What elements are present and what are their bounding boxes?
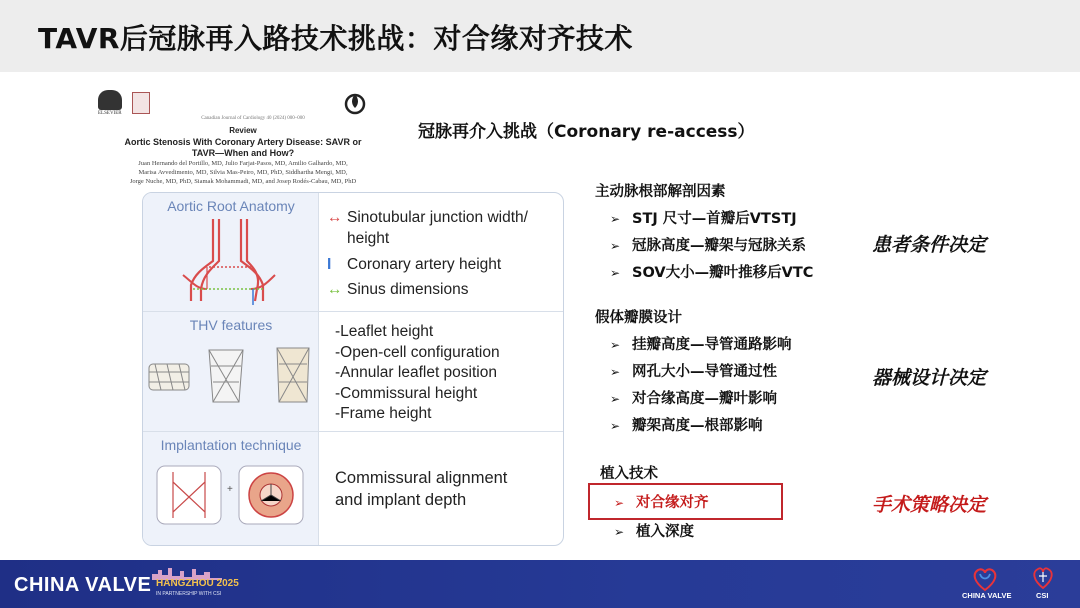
figure-row-thv (143, 312, 564, 432)
publisher-name: ELSEVIER (98, 111, 122, 116)
list-item: ➢ 网孔大小—导管通过性 (610, 364, 777, 380)
implantation-label: Implantation technique (160, 437, 302, 453)
thv-feature-item: -Open-cell configuration (335, 343, 500, 361)
bullet-arrow-icon: ➢ (610, 266, 621, 280)
figure-row-implantation (143, 432, 564, 546)
stj-marker-icon: ↔ (327, 209, 343, 226)
list-item: ➢ 对合缘高度—瓣叶影响 (610, 391, 777, 407)
implantation-text (335, 467, 507, 511)
section-heading-anatomy: 主动脉根部解剖因素 (595, 184, 726, 200)
thv-label: THV features (189, 317, 273, 333)
thv-feature-list (335, 322, 500, 425)
review-figure-table (142, 192, 564, 546)
list-item: ➢ 瓣架高度—根部影响 (610, 418, 763, 434)
authors-line-3: Jorge Nuche, MD, PhD, Siamak Mohammadi, MD, and Josep Rodés-Cabau, MD, PhD (129, 178, 357, 185)
thv-feature-item: -Annular leaflet position (335, 364, 497, 381)
list-item: ➢ 冠脉高度—瓣架与冠脉关系 (610, 238, 806, 254)
china-valve-heart-icon (970, 564, 1000, 594)
section-heading-technique: 植入技术 (600, 466, 658, 482)
plus-sign: + (227, 484, 233, 495)
footer-partner: IN PARTNERSHIP WITH CSI (156, 591, 222, 597)
figure-row-anatomy (143, 193, 564, 312)
aortic-root-illustration (143, 193, 319, 312)
anatomy-factors (319, 193, 564, 311)
bullet-arrow-icon: ➢ (610, 365, 621, 379)
paper-title-line-2: TAVR—When and How? (191, 148, 295, 158)
slide-title: TAVR后冠脉再入路技术挑战：对合缘对齐技术 (38, 22, 633, 55)
thv-features (319, 312, 564, 431)
coronary-height-item (327, 254, 501, 275)
sinus-dimensions-text: Sinus dimensions (347, 281, 469, 298)
list-item: ➢ STJ 尺寸—首瓣后VTSTJ (610, 211, 797, 227)
bullet-arrow-icon: ➢ (610, 419, 621, 433)
challenges-subtitle: 冠脉再介入挑战（Coronary re-access） (418, 122, 755, 142)
coronary-height-marker-icon: I (327, 256, 332, 273)
footer-right-brand: CHINA VALVE (962, 591, 1012, 600)
paper-title-line-1: Aortic Stenosis With Coronary Artery Disease: SAVR or (124, 137, 362, 147)
paper-header (98, 86, 388, 194)
anatomy-label: Aortic Root Anatomy (167, 198, 295, 214)
footer-bar (0, 560, 1080, 608)
implantation-text-line-2: and implant depth (335, 491, 467, 509)
list-item: ➢ 挂瓣高度—导管通路影响 (610, 337, 792, 353)
paper-authors (98, 159, 388, 186)
bullet-arrow-icon: ➢ (610, 338, 621, 352)
thv-feature-item: -Frame height (335, 405, 432, 422)
section-heading-design: 假体瓣膜设计 (595, 310, 682, 326)
thv-feature-item: -Leaflet height (335, 323, 434, 340)
csi-heart-icon (1030, 564, 1056, 592)
anatomy-cell (143, 193, 319, 311)
authors-line-2: Marisa Avvedimento, MD, Silvia Mas-Peiro, MD, PhD, Siddhartha Mengi, MD, (138, 169, 348, 176)
review-label: Review (229, 126, 257, 135)
bullet-arrow-icon: ➢ (610, 392, 621, 406)
authors-line-1: Juan Hernando del Portillo, MD, Julio Farjat-Pasos, MD, Amilio Galhardo, MD, (138, 160, 348, 167)
stj-text-line-1: Sinotubular junction width/ (347, 209, 528, 226)
decision-procedure: 手术策略决定 (872, 494, 987, 516)
stj-item (327, 207, 528, 228)
footer-brand: CHINA VALVE (14, 574, 152, 596)
journal-logo-icon (342, 90, 368, 116)
implantation-text-cell (319, 432, 564, 546)
bullet-arrow-icon: ➢ (610, 239, 621, 253)
implantation-cell (143, 432, 319, 546)
journal-cover-icon (132, 92, 150, 114)
sinus-dimensions-item (327, 279, 468, 300)
list-item: ➢ SOV大小—瓣叶推移后VTC (610, 265, 814, 281)
coronary-height-text: Coronary artery height (347, 256, 502, 273)
decision-device: 器械设计决定 (872, 367, 987, 389)
elsevier-tree-icon (98, 90, 122, 110)
thv-cell (143, 312, 319, 431)
journal-citation: Canadian Journal of Cardiology 40 (2024) 000–000 (201, 116, 305, 121)
thv-valves-illustration (143, 312, 319, 432)
elsevier-logo (98, 90, 122, 116)
title-band (0, 0, 1080, 72)
bullet-arrow-icon: ➢ (610, 212, 621, 226)
list-item: ➢ 植入深度 (614, 524, 694, 540)
list-item-highlighted: ➢ 对合缘对齐 (614, 495, 709, 511)
implantation-text-line-1: Commissural alignment (335, 469, 508, 487)
thv-feature-item: -Commissural height (335, 384, 478, 402)
sinus-marker-icon: ↔ (327, 281, 343, 298)
paper-title (98, 137, 388, 159)
footer-csi: CSI (1036, 591, 1049, 600)
bullet-arrow-icon: ➢ (614, 525, 625, 539)
bullet-arrow-icon: ➢ (614, 496, 625, 510)
stj-item-line-2: height (347, 230, 390, 247)
decision-patient: 患者条件决定 (872, 234, 987, 256)
footer-city-year: HANGZHOU 2025 (156, 578, 239, 589)
